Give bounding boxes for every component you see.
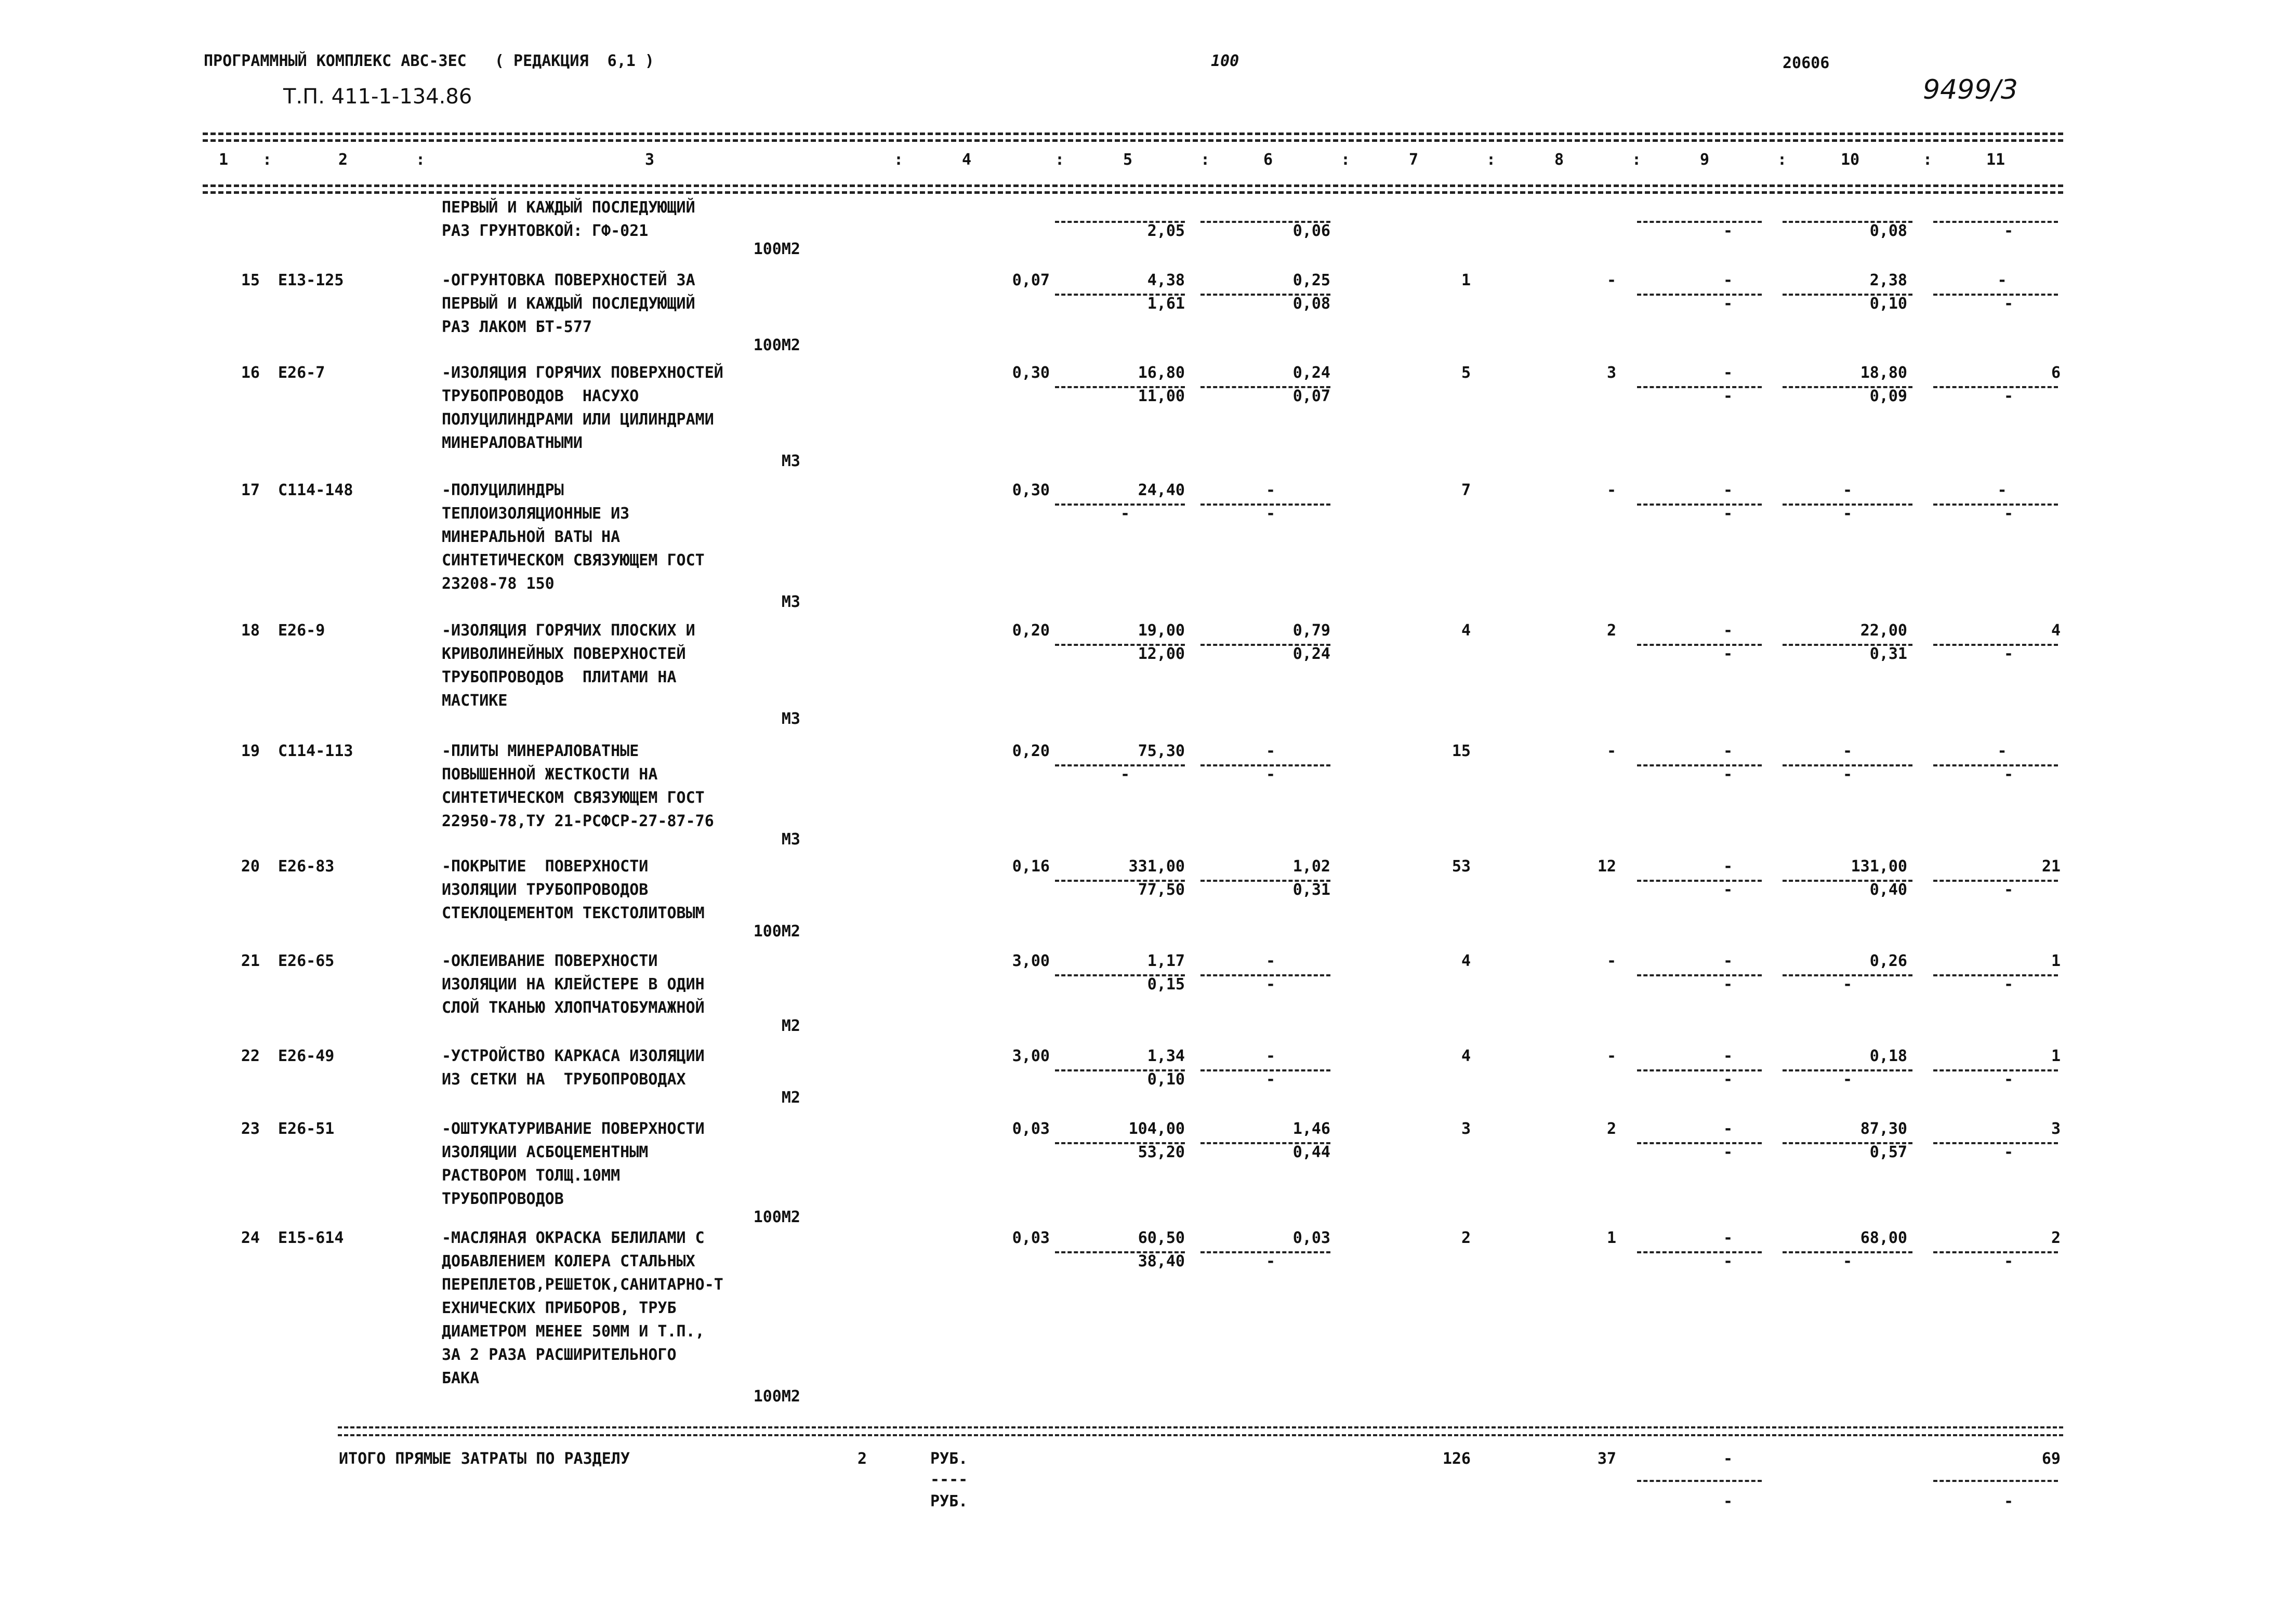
row-col4: 0,30 <box>1012 364 1050 382</box>
row-col11-bottom: - <box>2003 765 2014 784</box>
row-col11-bottom: - <box>2003 645 2014 663</box>
row-unit: М3 <box>781 830 800 849</box>
total-col11-bottom: - <box>2003 1492 2014 1511</box>
column-separator: : <box>1923 151 1933 169</box>
row-col9-top: - <box>1723 1120 1733 1138</box>
row-col10-top: 68,00 <box>1860 1229 1907 1247</box>
row-col8: - <box>1606 271 1616 289</box>
row-col9-top: - <box>1723 952 1733 970</box>
header-rule-bottom <box>203 184 2063 187</box>
total-section: 2 <box>857 1450 867 1468</box>
program-title: ПРОГРАММНЫЙ КОМПЛЕКС АВС-ЗЕС ( РЕДАКЦИЯ 6,1 ) <box>204 52 654 70</box>
row-col7: 5 <box>1461 364 1471 382</box>
row-number: 19 <box>241 742 260 760</box>
total-rule-2 <box>338 1434 2063 1436</box>
column-header-3: 3 <box>644 151 655 169</box>
row-col10-bottom: - <box>1842 765 1853 784</box>
column-separator: : <box>1486 151 1496 169</box>
row-col6-bottom: - <box>1265 1252 1276 1270</box>
row-description-line: СТЕКЛОЦЕМЕНТОМ ТЕКСТОЛИТОВЫМ <box>442 904 705 922</box>
total-col11-rule <box>1933 1480 2058 1482</box>
row-col5-bottom: 1,61 <box>1147 295 1185 313</box>
row-col5-top: 60,50 <box>1138 1229 1185 1247</box>
row-col5-bottom: - <box>1120 505 1130 523</box>
header-rule-top <box>203 133 2063 135</box>
row-number: 22 <box>241 1047 260 1065</box>
row-description-line: -МАСЛЯНАЯ ОКРАСКА БЕЛИЛАМИ С <box>442 1229 705 1247</box>
total-col9-rule <box>1637 1480 1762 1482</box>
row-description-line: ИЗОЛЯЦИИ НА КЛЕЙСТЕРЕ В ОДИН <box>442 975 705 994</box>
row-col11-top: 6 <box>2051 364 2061 382</box>
row-description-line: ТЕПЛОИЗОЛЯЦИОННЫЕ ИЗ <box>442 505 630 523</box>
row-description-line: СЛОЙ ТКАНЬЮ ХЛОПЧАТОБУМАЖНОЙ <box>442 999 705 1017</box>
row-col6-bottom: - <box>1265 975 1276 994</box>
row-col10-top: - <box>1842 481 1853 499</box>
header-rule-bottom2 <box>203 191 2063 194</box>
row-col7: 4 <box>1461 621 1471 640</box>
row-col5-bottom: 0,10 <box>1147 1070 1185 1089</box>
column-header-6: 6 <box>1263 151 1273 169</box>
row-number: 18 <box>241 621 260 640</box>
row-col11-bottom: - <box>2003 881 2014 899</box>
row-col6-bottom: 0,07 <box>1292 387 1330 405</box>
row-description-line: -ОШТУКАТУРИВАНИЕ ПОВЕРХНОСТИ <box>442 1120 705 1138</box>
row-description-line: ДОБАВЛЕНИЕМ КОЛЕРА СТАЛЬНЫХ <box>442 1252 695 1270</box>
row-col4: 0,07 <box>1012 271 1050 289</box>
row-description-line: ЕХНИЧЕСКИХ ПРИБОРОВ, ТРУБ <box>442 1299 677 1317</box>
row-col5-top: 331,00 <box>1128 857 1185 876</box>
row-description-line: ПЕРВЫЙ И КАЖДЫЙ ПОСЛЕДУЮЩИЙ <box>442 198 695 217</box>
row-col8: - <box>1606 481 1616 499</box>
row-unit: М2 <box>781 1017 800 1035</box>
row-col8: 1 <box>1606 1229 1616 1247</box>
row-unit: 100М2 <box>753 1208 800 1226</box>
row-col10-bottom: - <box>1842 1252 1853 1270</box>
row-description-line: -ПЛИТЫ МИНЕРАЛОВАТНЫЕ <box>442 742 639 760</box>
row-col5-top: 1,17 <box>1147 952 1185 970</box>
row-col5-bottom: 11,00 <box>1138 387 1185 405</box>
row-unit: М3 <box>781 593 800 611</box>
row-number: 24 <box>241 1229 260 1247</box>
row-col10-bottom: - <box>1842 1070 1853 1089</box>
row-description-line: -ОГРУНТОВКА ПОВЕРХНОСТЕЙ ЗА <box>442 271 695 289</box>
row-col10-bottom: 0,09 <box>1869 387 1907 405</box>
row-col7: 1 <box>1461 271 1471 289</box>
row-col11-top: 2 <box>2051 1229 2061 1247</box>
row-description-line: СИНТЕТИЧЕСКОМ СВЯЗУЮЩЕМ ГОСТ <box>442 789 705 807</box>
row-col6-top: - <box>1265 742 1276 760</box>
row-col5-bottom: - <box>1120 765 1130 784</box>
row-description-line: -ПОКРЫТИЕ ПОВЕРХНОСТИ <box>442 857 649 876</box>
row-description-line: ИЗ СЕТКИ НА ТРУБОПРОВОДАХ <box>442 1070 686 1089</box>
total-col7: 126 <box>1442 1450 1471 1468</box>
row-col5-bottom: 2,05 <box>1147 222 1185 240</box>
row-col4: 3,00 <box>1012 952 1050 970</box>
row-col5-top: 19,00 <box>1138 621 1185 640</box>
row-col10-top: 131,00 <box>1851 857 1907 876</box>
row-code: Е26-65 <box>278 952 335 970</box>
row-col10-bottom: 0,40 <box>1869 881 1907 899</box>
row-col5-top: 24,40 <box>1138 481 1185 499</box>
row-description-line: МАСТИКЕ <box>442 692 508 710</box>
row-col7: 7 <box>1461 481 1471 499</box>
row-description-line: РАСТВОРОМ ТОЛЩ.10ММ <box>442 1167 621 1185</box>
row-col7: 3 <box>1461 1120 1471 1138</box>
row-col11-top: - <box>1997 271 2007 289</box>
row-number: 20 <box>241 857 260 876</box>
row-col9-top: - <box>1723 364 1733 382</box>
row-unit: М2 <box>781 1089 800 1107</box>
row-col9-top: - <box>1723 1229 1733 1247</box>
row-col5-bottom: 38,40 <box>1138 1252 1185 1270</box>
row-col11-bottom: - <box>2003 1070 2014 1089</box>
row-col10-top: 18,80 <box>1860 364 1907 382</box>
row-col11-bottom: - <box>2003 975 2014 994</box>
row-col6-top: 0,03 <box>1292 1229 1330 1247</box>
row-col5-bottom: 0,15 <box>1147 975 1185 994</box>
total-col9-bottom: - <box>1723 1492 1733 1511</box>
row-col6-bottom: 0,44 <box>1292 1143 1330 1161</box>
row-code: Е26-7 <box>278 364 325 382</box>
row-code: С114-148 <box>278 481 353 499</box>
column-separator: : <box>1055 151 1065 169</box>
total-unit-2: РУБ. <box>930 1492 968 1511</box>
row-col6-top: - <box>1265 481 1276 499</box>
row-description-line: РАЗ ГРУНТОВКОЙ: ГФ-021 <box>442 222 649 240</box>
row-col9-bottom: - <box>1723 1252 1733 1270</box>
row-col5-top: 16,80 <box>1138 364 1185 382</box>
row-col6-top: - <box>1265 1047 1276 1065</box>
row-col4: 0,16 <box>1012 857 1050 876</box>
row-col10-top: 2,38 <box>1869 271 1907 289</box>
row-col4: 0,20 <box>1012 742 1050 760</box>
row-description-line: ТРУБОПРОВОДОВ ПЛИТАМИ НА <box>442 668 677 686</box>
row-col9-top: - <box>1723 857 1733 876</box>
row-col9-bottom: - <box>1723 765 1733 784</box>
row-col11-bottom: - <box>2003 1143 2014 1161</box>
document-code: 20606 <box>1783 54 1830 72</box>
row-col9-bottom: - <box>1723 222 1733 240</box>
column-separator: : <box>1632 151 1642 169</box>
row-col6-top: 0,24 <box>1292 364 1330 382</box>
column-header-4: 4 <box>961 151 972 169</box>
row-description-line: ПОВЫШЕННОЙ ЖЕСТКОСТИ НА <box>442 765 658 784</box>
row-col5-top: 75,30 <box>1138 742 1185 760</box>
column-separator: : <box>416 151 426 169</box>
row-col10-bottom: - <box>1842 505 1853 523</box>
row-col8: - <box>1606 952 1616 970</box>
row-unit: 100М2 <box>753 1387 800 1406</box>
row-col8: 2 <box>1606 621 1616 640</box>
row-col4: 0,20 <box>1012 621 1050 640</box>
row-description-line: ТРУБОПРОВОДОВ НАСУХО <box>442 387 639 405</box>
row-col7: 2 <box>1461 1229 1471 1247</box>
row-description-line: ДИАМЕТРОМ МЕНЕЕ 50ММ И Т.П., <box>442 1322 705 1341</box>
row-col8: - <box>1606 1047 1616 1065</box>
row-col4: 0,03 <box>1012 1120 1050 1138</box>
row-col7: 4 <box>1461 1047 1471 1065</box>
row-col11-bottom: - <box>2003 295 2014 313</box>
row-col11-bottom: - <box>2003 505 2014 523</box>
row-description-line: ПЕРЕПЛЕТОВ,РЕШЕТОК,САНИТАРНО-Т <box>442 1276 723 1294</box>
row-col7: 15 <box>1452 742 1471 760</box>
row-description-line: ИЗОЛЯЦИИ ТРУБОПРОВОДОВ <box>442 881 649 899</box>
row-col8: 3 <box>1606 364 1616 382</box>
row-col9-top: - <box>1723 1047 1733 1065</box>
row-col10-top: 87,30 <box>1860 1120 1907 1138</box>
row-col9-bottom: - <box>1723 1070 1733 1089</box>
total-col9-top: - <box>1723 1450 1733 1468</box>
total-unit-1: РУБ. <box>930 1450 968 1468</box>
total-rule <box>338 1426 2063 1428</box>
row-code: С114-113 <box>278 742 353 760</box>
column-separator: : <box>1200 151 1210 169</box>
row-col9-bottom: - <box>1723 387 1733 405</box>
row-unit: 100М2 <box>753 240 800 258</box>
row-col10-top: - <box>1842 742 1853 760</box>
row-col9-top: - <box>1723 621 1733 640</box>
total-col11-top: 69 <box>2041 1450 2061 1468</box>
row-description-line: ПЕРВЫЙ И КАЖДЫЙ ПОСЛЕДУЮЩИЙ <box>442 295 695 313</box>
row-col6-bottom: 0,24 <box>1292 645 1330 663</box>
row-unit: 100М2 <box>753 336 800 354</box>
row-col7: 53 <box>1452 857 1471 876</box>
sheet-reference: 9499/3 <box>1923 74 2018 105</box>
row-col8: 12 <box>1597 857 1616 876</box>
row-col6-bottom: 0,08 <box>1292 295 1330 313</box>
row-col11-bottom: - <box>2003 1252 2014 1270</box>
row-unit: 100М2 <box>753 922 800 941</box>
row-col11-top: 1 <box>2051 1047 2061 1065</box>
row-unit: М3 <box>781 452 800 470</box>
column-header-9: 9 <box>1699 151 1710 169</box>
row-col5-bottom: 53,20 <box>1138 1143 1185 1161</box>
row-col6-bottom: - <box>1265 505 1276 523</box>
row-col6-top: 1,02 <box>1292 857 1330 876</box>
row-col9-bottom: - <box>1723 975 1733 994</box>
row-col10-bottom: 0,31 <box>1869 645 1907 663</box>
row-col6-top: 1,46 <box>1292 1120 1330 1138</box>
project-reference: Т.П. 411-1-134.86 <box>283 85 472 109</box>
row-description-line: СИНТЕТИЧЕСКОМ СВЯЗУЮЩЕМ ГОСТ <box>442 551 705 570</box>
row-code: Е13-125 <box>278 271 344 289</box>
row-col9-top: - <box>1723 481 1733 499</box>
row-description-line: РАЗ ЛАКОМ БТ-577 <box>442 318 592 336</box>
row-col4: 0,03 <box>1012 1229 1050 1247</box>
row-col8: 2 <box>1606 1120 1616 1138</box>
row-col6-top: 0,79 <box>1292 621 1330 640</box>
row-unit: М3 <box>781 710 800 728</box>
row-col10-top: 0,18 <box>1869 1047 1907 1065</box>
row-code: Е15-614 <box>278 1229 344 1247</box>
column-separator: : <box>894 151 904 169</box>
row-description-line: МИНЕРАЛЬНОЙ ВАТЫ НА <box>442 528 621 546</box>
row-col6-bottom: - <box>1265 765 1276 784</box>
total-label: ИТОГО ПРЯМЫЕ ЗАТРАТЫ ПО РАЗДЕЛУ <box>339 1450 630 1468</box>
row-col5-bottom: 12,00 <box>1138 645 1185 663</box>
row-col9-bottom: - <box>1723 505 1733 523</box>
column-header-11: 11 <box>1986 151 2005 169</box>
row-col11-bottom: - <box>2003 387 2014 405</box>
column-header-2: 2 <box>338 151 348 169</box>
row-description-line: 23208-78 150 <box>442 575 555 593</box>
header-rule-mid <box>203 139 2063 142</box>
row-col10-bottom: 0,10 <box>1869 295 1907 313</box>
row-col9-top: - <box>1723 271 1733 289</box>
row-col9-bottom: - <box>1723 295 1733 313</box>
row-description-line: -ПОЛУЦИЛИНДРЫ <box>442 481 564 499</box>
row-col4: 0,30 <box>1012 481 1050 499</box>
row-number: 15 <box>241 271 260 289</box>
row-code: Е26-9 <box>278 621 325 640</box>
row-description-line: ИЗОЛЯЦИИ АСБОЦЕМЕНТНЫМ <box>442 1143 649 1161</box>
row-code: Е26-83 <box>278 857 335 876</box>
row-description-line: ЗА 2 РАЗА РАСШИРИТЕЛЬНОГО <box>442 1346 677 1364</box>
row-col5-top: 104,00 <box>1128 1120 1185 1138</box>
total-unit-separator: ---- <box>930 1471 968 1489</box>
row-description-line: БАКА <box>442 1369 480 1387</box>
row-col10-top: 22,00 <box>1860 621 1907 640</box>
row-description-line: -УСТРОЙСТВО КАРКАСА ИЗОЛЯЦИИ <box>442 1047 705 1065</box>
column-header-5: 5 <box>1123 151 1133 169</box>
row-description-line: ТРУБОПРОВОДОВ <box>442 1190 564 1208</box>
row-col6-bottom: 0,31 <box>1292 881 1330 899</box>
row-description-line: ПОЛУЦИЛИНДРАМИ ИЛИ ЦИЛИНДРАМИ <box>442 411 714 429</box>
column-header-8: 8 <box>1554 151 1564 169</box>
row-description-line: МИНЕРАЛОВАТНЫМИ <box>442 434 583 452</box>
row-number: 21 <box>241 952 260 970</box>
row-number: 16 <box>241 364 260 382</box>
row-col5-top: 1,34 <box>1147 1047 1185 1065</box>
row-col10-top: 0,26 <box>1869 952 1907 970</box>
row-col11-top: - <box>1997 742 2007 760</box>
row-col11-bottom: - <box>2003 222 2014 240</box>
row-description-line: -ИЗОЛЯЦИЯ ГОРЯЧИХ ПЛОСКИХ И <box>442 621 695 640</box>
page-number: 100 <box>1211 52 1239 70</box>
row-col9-top: - <box>1723 742 1733 760</box>
row-code: Е26-49 <box>278 1047 335 1065</box>
row-col9-bottom: - <box>1723 1143 1733 1161</box>
row-col11-top: 3 <box>2051 1120 2061 1138</box>
row-col6-bottom: 0,06 <box>1292 222 1330 240</box>
row-description-line: -ИЗОЛЯЦИЯ ГОРЯЧИХ ПОВЕРХНОСТЕЙ <box>442 364 723 382</box>
column-separator: : <box>1777 151 1787 169</box>
row-code: Е26-51 <box>278 1120 335 1138</box>
row-col11-top: 4 <box>2051 621 2061 640</box>
row-description-line: -ОКЛЕИВАНИЕ ПОВЕРХНОСТИ <box>442 952 658 970</box>
row-col6-bottom: - <box>1265 1070 1276 1089</box>
row-col6-top: 0,25 <box>1292 271 1330 289</box>
total-col8: 37 <box>1597 1450 1616 1468</box>
row-description-line: КРИВОЛИНЕЙНЫХ ПОВЕРХНОСТЕЙ <box>442 645 686 663</box>
row-col11-top: - <box>1997 481 2007 499</box>
row-col6-top: - <box>1265 952 1276 970</box>
row-col9-bottom: - <box>1723 645 1733 663</box>
row-col11-top: 1 <box>2051 952 2061 970</box>
row-number: 17 <box>241 481 260 499</box>
column-header-1: 1 <box>218 151 229 169</box>
column-header-10: 10 <box>1840 151 1860 169</box>
row-col10-bottom: - <box>1842 975 1853 994</box>
row-col11-top: 21 <box>2041 857 2061 876</box>
row-col9-bottom: - <box>1723 881 1733 899</box>
column-header-7: 7 <box>1408 151 1419 169</box>
row-col4: 3,00 <box>1012 1047 1050 1065</box>
row-col5-bottom: 77,50 <box>1138 881 1185 899</box>
row-col10-bottom: 0,08 <box>1869 222 1907 240</box>
column-separator: : <box>262 151 272 169</box>
row-col7: 4 <box>1461 952 1471 970</box>
column-separator: : <box>1341 151 1351 169</box>
row-col10-bottom: 0,57 <box>1869 1143 1907 1161</box>
row-col8: - <box>1606 742 1616 760</box>
row-number: 23 <box>241 1120 260 1138</box>
row-col5-top: 4,38 <box>1147 271 1185 289</box>
row-description-line: 22950-78,ТУ 21-РСФСР-27-87-76 <box>442 812 714 830</box>
